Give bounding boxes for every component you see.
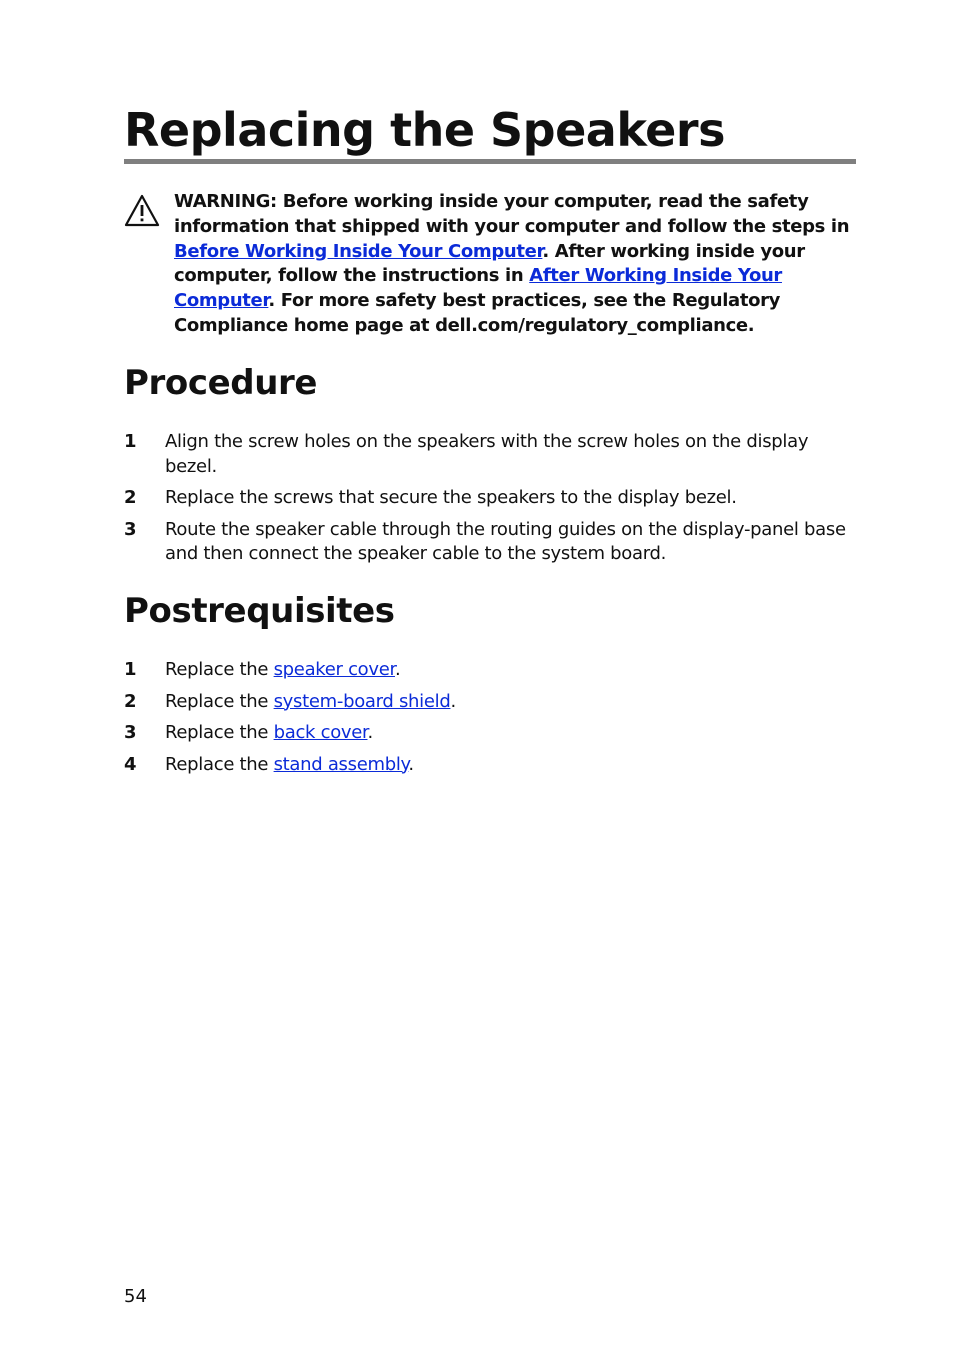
postrequisites-steps-list	[124, 658, 856, 784]
procedure-step	[124, 518, 856, 567]
warning-text-part: . For more safety best practices, see the Regulatory Compliance home page at dell.com/regulatory_compliance.	[174, 290, 780, 336]
step-number: 3	[124, 722, 137, 743]
step-text-suffix: .	[408, 753, 414, 775]
warning-text-part: WARNING: Before working inside your computer, read the safety information that shipped with your computer and follow the steps in	[174, 191, 850, 237]
step-text-suffix: .	[450, 690, 456, 712]
speaker-cover-link[interactable]: speaker cover	[273, 659, 395, 680]
step-text-prefix: Replace the	[165, 659, 274, 680]
step-number: 3	[124, 518, 137, 540]
after-working-link[interactable]: After Working Inside Your Computer	[174, 265, 782, 312]
page-title: Replacing the Speakers	[124, 103, 725, 157]
step-number: 2	[124, 690, 137, 712]
step-number: 4	[124, 753, 137, 775]
system-board-shield-link[interactable]: system-board shield	[273, 690, 451, 712]
procedure-steps-list	[124, 430, 856, 574]
title-divider	[124, 159, 856, 164]
warning-text-part: . After working inside your computer, follow the instructions in	[174, 240, 805, 287]
procedure-step	[124, 430, 856, 479]
step-text-suffix: .	[367, 722, 373, 743]
postrequisite-step	[124, 690, 856, 715]
step-number: 1	[124, 659, 137, 680]
back-cover-link[interactable]: back cover	[273, 722, 368, 743]
step-text: Align the screw holes on the speakers with the screw holes on the display bezel.	[165, 431, 809, 477]
step-text: Replace the screws that secure the speakers to the display bezel.	[165, 487, 737, 508]
step-text: Route the speaker cable through the routing guides on the display-panel base and then connect the speaker cable to the system board.	[165, 518, 846, 564]
step-text-suffix: .	[394, 659, 401, 680]
postrequisites-heading: Postrequisites	[124, 591, 395, 631]
step-number: 2	[124, 487, 137, 508]
step-number: 1	[124, 431, 137, 452]
warning-triangle-icon	[124, 194, 160, 228]
postrequisite-step	[124, 721, 856, 746]
postrequisite-step	[124, 753, 856, 778]
postrequisite-step	[124, 658, 856, 683]
procedure-step	[124, 486, 856, 511]
step-text-prefix: Replace the	[165, 690, 274, 712]
stand-assembly-link[interactable]: stand assembly	[273, 753, 409, 775]
step-text-prefix: Replace the	[165, 722, 274, 743]
procedure-heading: Procedure	[124, 363, 318, 403]
warning-text	[174, 190, 856, 339]
page-number: 54	[124, 1286, 147, 1307]
before-working-link[interactable]: Before Working Inside Your Computer	[174, 240, 543, 262]
step-text-prefix: Replace the	[165, 753, 274, 775]
